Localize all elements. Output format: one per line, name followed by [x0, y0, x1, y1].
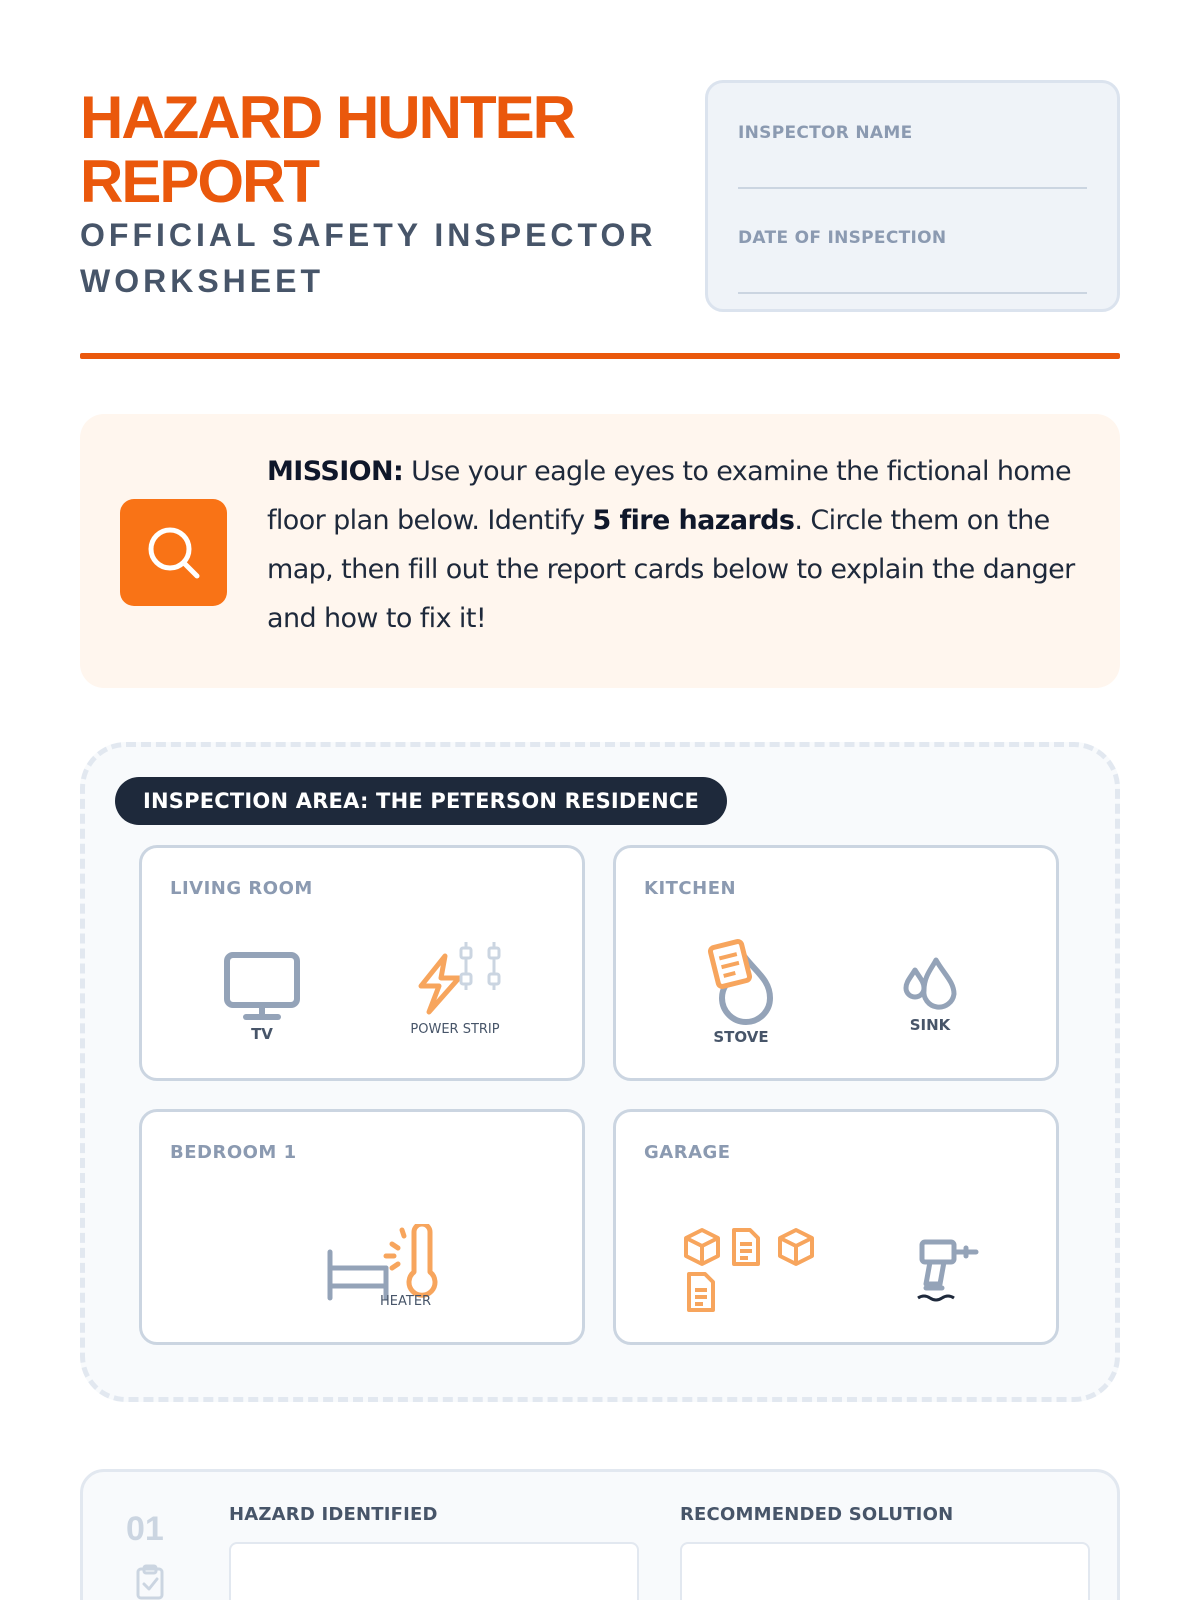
boxes-papers-icon	[684, 1226, 820, 1316]
hazard-identified-label: HAZARD IDENTIFIED	[229, 1504, 438, 1525]
inspector-info-box	[705, 80, 1120, 312]
card-number: 01	[126, 1510, 164, 1548]
droplets-icon	[900, 954, 960, 1014]
item-label: POWER STRIP	[410, 1022, 500, 1037]
room-label: BEDROOM 1	[170, 1142, 297, 1163]
stove-item[interactable]	[696, 936, 786, 1046]
mission-text	[267, 447, 1077, 643]
inspector-name-line[interactable]	[738, 187, 1087, 189]
mission-text-before: Use your eagle eyes to examine the fictional home floor plan below. Identify	[267, 456, 1072, 536]
mission-lead: MISSION:	[267, 456, 404, 487]
inspector-name-label: INSPECTOR NAME	[738, 123, 913, 143]
search-icon	[120, 499, 227, 606]
item-label: STOVE	[713, 1028, 769, 1046]
lightning-plugs-icon	[405, 938, 505, 1020]
hazard-identified-input[interactable]	[229, 1542, 639, 1600]
sink-item[interactable]	[900, 954, 960, 1034]
inspection-area-badge: INSPECTION AREA: THE PETERSON RESIDENCE	[115, 777, 727, 825]
flame-with-paper-icon	[696, 936, 786, 1026]
room-living-room[interactable]	[139, 845, 585, 1081]
mission-panel	[80, 414, 1120, 688]
room-label: KITCHEN	[644, 878, 737, 899]
mission-text-after: . Circle them on the map, then fill out the report cards below to explain the danger and how to fix it!	[267, 505, 1075, 634]
room-label: GARAGE	[644, 1142, 731, 1163]
inspector-name-field[interactable]	[738, 123, 1087, 216]
page-subtitle: OFFICIAL SAFETY INSPECTOR WORKSHEET	[80, 217, 657, 299]
tv-item[interactable]	[222, 951, 302, 1043]
power-strip-item[interactable]	[400, 938, 510, 1037]
inspection-date-label: DATE OF INSPECTION	[738, 228, 947, 248]
mission-emphasis: 5 fire hazards	[592, 505, 795, 536]
drill-icon	[914, 1238, 982, 1308]
item-label: TV	[251, 1025, 273, 1043]
room-label: LIVING ROOM	[170, 878, 313, 899]
report-card	[80, 1469, 1120, 1600]
room-bedroom-1[interactable]	[139, 1109, 585, 1345]
page-title: HAZARD HUNTER REPORT	[80, 84, 574, 215]
inspection-date-line[interactable]	[738, 292, 1087, 294]
recommended-solution-label: RECOMMENDED SOLUTION	[680, 1504, 954, 1525]
item-label: SINK	[909, 1016, 951, 1034]
clipboard-check-icon	[135, 1564, 165, 1600]
monitor-icon	[222, 951, 302, 1021]
heater-label: HEATER	[380, 1294, 432, 1309]
header	[80, 80, 1120, 360]
room-garage[interactable]	[613, 1109, 1059, 1345]
inspection-date-field[interactable]	[738, 228, 1087, 321]
floor-plan	[80, 742, 1120, 1402]
room-kitchen[interactable]	[613, 845, 1059, 1081]
recommended-solution-input[interactable]	[680, 1542, 1090, 1600]
header-divider	[80, 353, 1120, 359]
